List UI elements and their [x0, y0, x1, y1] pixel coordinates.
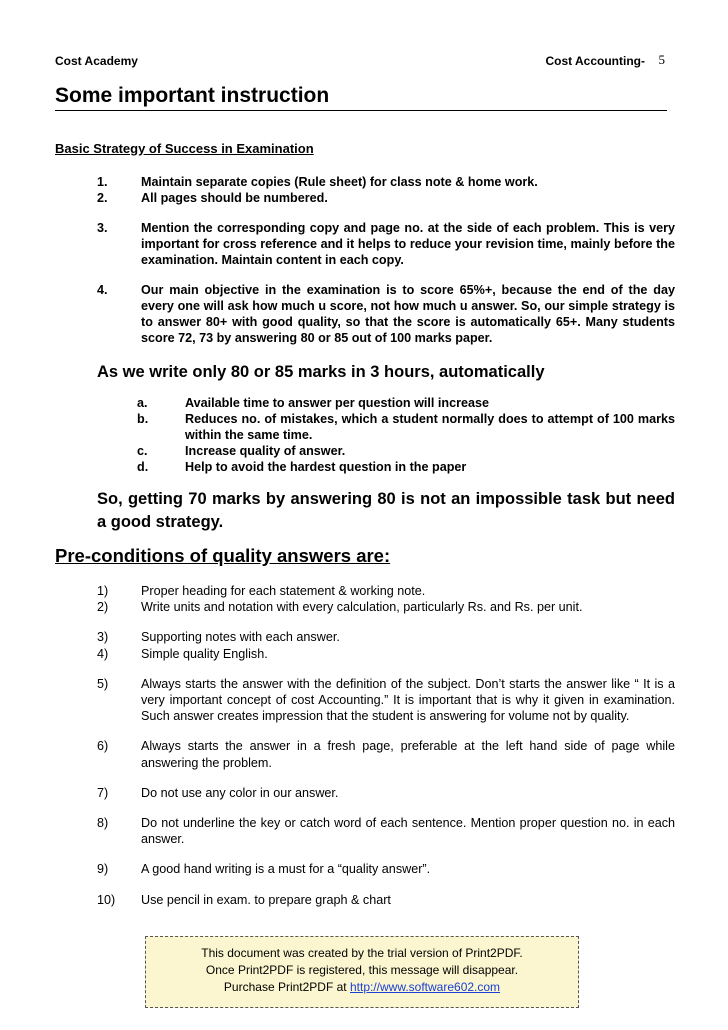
pre-conditions-list	[97, 583, 675, 908]
list-item	[97, 646, 675, 662]
item-text: Use pencil in exam. to prepare graph & chart	[141, 892, 391, 907]
notice-prefix: Purchase Print2PDF at	[223, 980, 350, 994]
list-item	[97, 629, 675, 645]
item-text: Maintain separate copies (Rule sheet) for class note & home work.	[141, 175, 538, 189]
list-item	[97, 785, 675, 801]
item-number: 2)	[97, 600, 109, 615]
header-right: Cost Accounting-	[545, 54, 645, 68]
item-text: Always starts the answer with the definition of the subject. Don’t starts the answer like “ It is a very important concept of cost Accounting.” It is important that is why it given in examination. Such answer creates impression that the student is answering for volume not by quality.	[141, 676, 675, 724]
item-number: 9)	[97, 862, 109, 877]
item-text: All pages should be numbered.	[141, 191, 328, 205]
notice-line-3	[146, 979, 578, 996]
item-text: Do not use any color in our answer.	[141, 785, 339, 800]
list-item	[137, 459, 675, 475]
strategy-list	[97, 174, 675, 346]
list-item	[137, 443, 675, 459]
item-text: Write units and notation with every calculation, particularly Rs. and Rs. per unit.	[141, 600, 583, 615]
item-letter: c.	[137, 444, 148, 458]
item-text: Increase quality of answer.	[185, 444, 346, 458]
list-item	[97, 583, 675, 599]
list-item	[97, 861, 675, 877]
item-number: 6)	[97, 739, 109, 754]
item-text: Reduces no. of mistakes, which a student normally does to attempt of 100 marks within the same time.	[185, 412, 675, 442]
item-letter: d.	[137, 460, 149, 474]
pre-conditions-heading: Pre-conditions of quality answers are:	[55, 545, 391, 566]
item-text: Available time to answer per question will increase	[185, 396, 489, 410]
item-number: 10)	[97, 892, 116, 907]
item-number: 4.	[97, 283, 108, 297]
trial-watermark-notice	[145, 936, 579, 1008]
software602-link[interactable]: http://www.software602.com	[349, 980, 501, 994]
item-number: 1.	[97, 175, 108, 189]
item-text: Supporting notes with each answer.	[141, 630, 340, 645]
auto-heading: As we write only 80 or 85 marks in 3 hours, automatically	[97, 363, 545, 381]
item-number: 3)	[97, 630, 109, 645]
item-text: Proper heading for each statement & working note.	[141, 584, 426, 598]
list-item	[137, 411, 675, 443]
item-text: Simple quality English.	[141, 646, 268, 661]
list-item	[97, 190, 675, 206]
item-text: Help to avoid the hardest question in the paper	[185, 460, 467, 474]
list-item	[97, 282, 675, 346]
item-number: 2.	[97, 191, 108, 205]
conclusion-paragraph: So, getting 70 marks by answering 80 is not an impossible task but need a good strategy.	[97, 490, 675, 531]
strategy-heading: Basic Strategy of Success in Examination	[55, 141, 314, 156]
list-item	[97, 738, 675, 770]
item-text: Do not underline the key or catch word of each sentence. Mention proper question no. in each answer.	[141, 816, 675, 847]
auto-list	[137, 395, 675, 475]
page-number: 5	[658, 52, 665, 67]
item-text: Always starts the answer in a fresh page, preferable at the left hand side of page while answering the problem.	[141, 739, 675, 770]
item-text: A good hand writing is a must for a “quality answer”.	[141, 862, 431, 877]
item-number: 3.	[97, 221, 108, 235]
item-text: Mention the corresponding copy and page no. at the side of each problem. This is very important for cross reference and it helps to reduce your revision time, mainly before the examination. Maintain content in each copy.	[141, 221, 675, 267]
notice-line-1: This document was created by the trial version of Print2PDF.	[201, 946, 523, 960]
item-number: 7)	[97, 785, 109, 800]
item-number: 4)	[97, 646, 109, 661]
item-letter: a.	[137, 396, 148, 410]
notice-line-2: Once Print2PDF is registered, this message will disappear.	[205, 963, 519, 977]
item-number: 5)	[97, 676, 109, 691]
list-item	[97, 676, 675, 725]
page-title: Some important instruction	[55, 84, 667, 111]
item-text: Our main objective in the examination is to score 65%+, because the end of the day every one will ask how much u score, not how much u answer. So, our simple strategy is to answer 80+ with good quality, so that the score is automatically 65+. Many students score 72, 73 by answering 80 or 85 out of 100 marks paper.	[141, 283, 675, 345]
page-header	[55, 54, 675, 72]
item-number: 8)	[97, 816, 109, 831]
list-item	[97, 174, 675, 190]
item-number: 1)	[97, 584, 109, 598]
list-item	[137, 395, 675, 411]
header-left: Cost Academy	[55, 54, 138, 68]
list-item	[97, 892, 675, 908]
item-letter: b.	[137, 412, 149, 426]
list-item	[97, 220, 675, 268]
list-item	[97, 599, 675, 615]
list-item	[97, 815, 675, 847]
